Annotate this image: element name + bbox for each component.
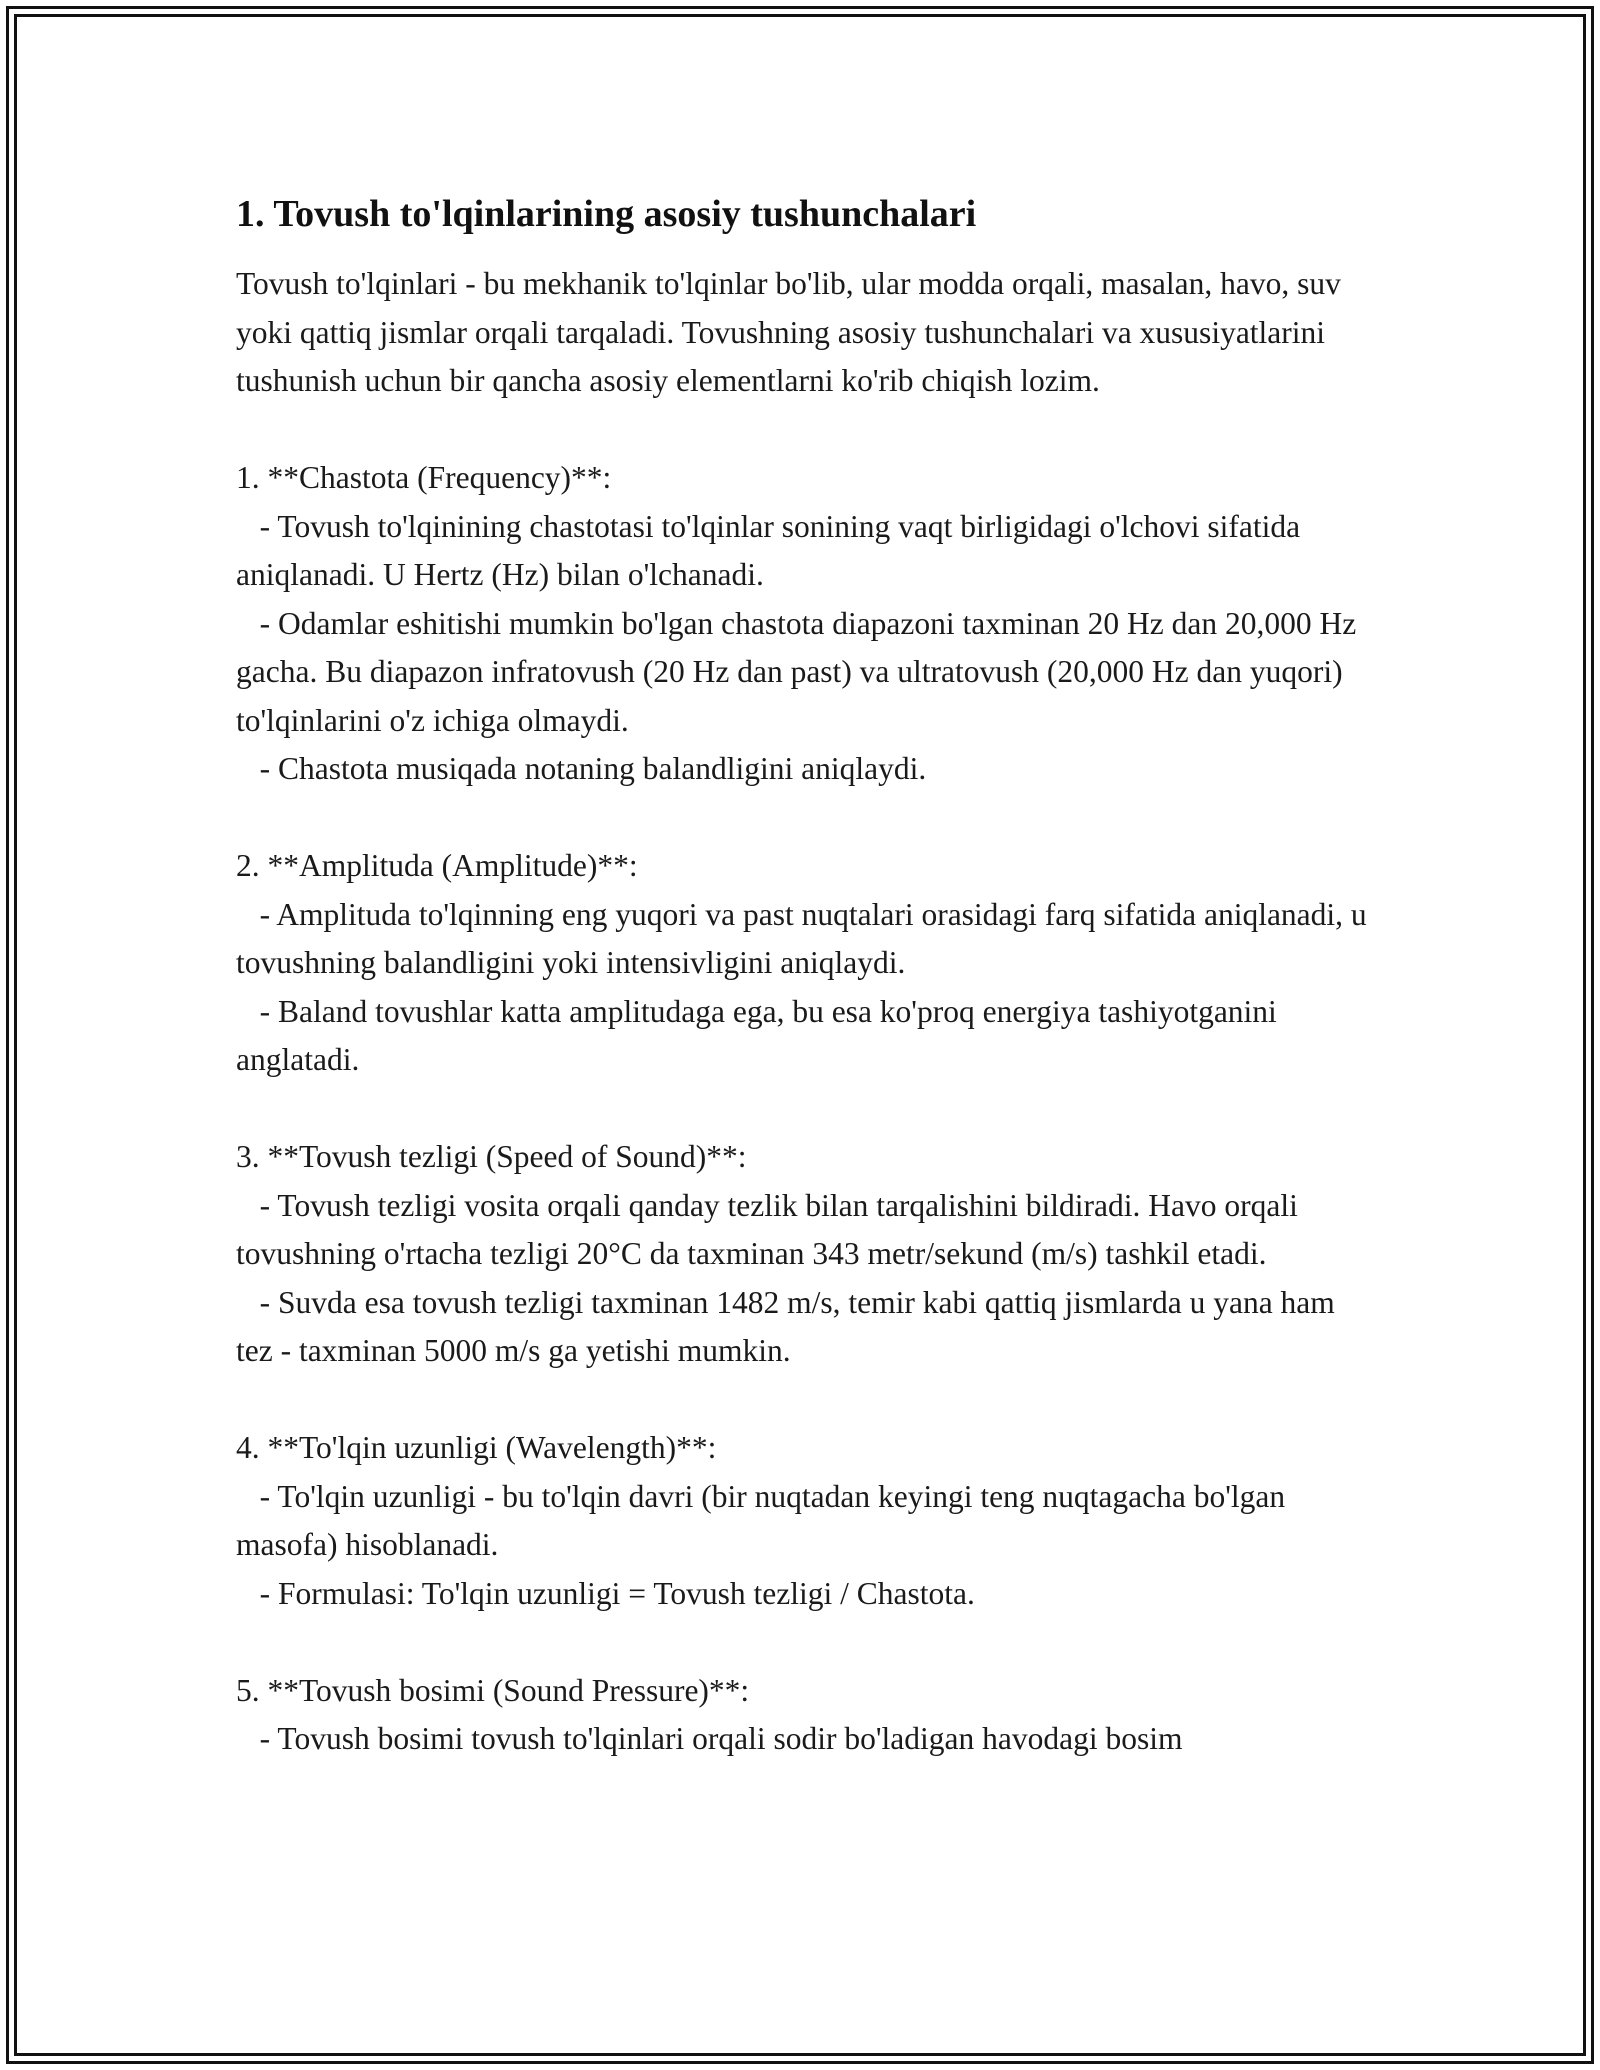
document-content	[236, 190, 1376, 1764]
section-heading: 1. Tovush to'lqinlarining asosiy tushunchalari	[236, 193, 977, 235]
body-text: Tovush to'lqinlari - bu mekhanik to'lqinlar bo'lib, ular modda orqali, masalan, havo, suv yoki qattiq jismlar orqali tarqaladi. Tovushning asosiy tushunchalari va xususiyatlarini tushunish uchun bir qancha asosiy elementlarni ko'rib chiqish lozim. 1. **Chastota (Frequency)**: - Tovush to'lqinining chastotasi to'lqinlar sonining vaqt birligidagi o'lchovi sifatida aniqlanadi. U Hertz (Hz) bilan o'lchanadi. - Odamlar eshitishi mumkin bo'lgan chastota diapazoni taxminan 20 Hz dan 20,000 Hz gacha. Bu diapazon infratovush (20 Hz dan past) va ultratovush (20,000 Hz dan yuqori) to'lqinlarini o'z ichiga olmaydi. - Chastota musiqada notaning balandligini aniqlaydi. 2. **Amplituda (Amplitude)**: - Amplituda to'lqinning eng yuqori va past nuqtalari orasidagi farq sifatida aniqlanadi, u tovushning balandligini yoki intensivligini aniqlaydi. - Baland tovushlar katta amplitudaga ega, bu esa ko'proq energiya tashiyotganini anglatadi. 3. **Tovush tezligi (Speed of Sound)**: - Tovush tezligi vosita orqali qanday tezlik bilan tarqalishini bildiradi. Havo orqali tovushning o'rtacha tezligi 20°C da taxminan 343 metr/sekund (m/s) tashkil etadi. - Suvda esa tovush tezligi taxminan 1482 m/s, temir kabi qattiq jismlarda u yana ham tez - taxminan 5000 m/s ga yetishi mumkin. 4. **To'lqin uzunligi (Wavelength)**: - To'lqin uzunligi - bu to'lqin davri (bir nuqtadan keyingi teng nuqtagacha bo'lgan masofa) hisoblanadi. - Formulasi: To'lqin uzunligi = Tovush tezligi / Chastota. 5. **Tovush bosimi (Sound Pressure)**: - Tovush bosimi tovush to'lqinlari orqali sodir bo'ladigan havodagi bosim	[236, 266, 1367, 1756]
